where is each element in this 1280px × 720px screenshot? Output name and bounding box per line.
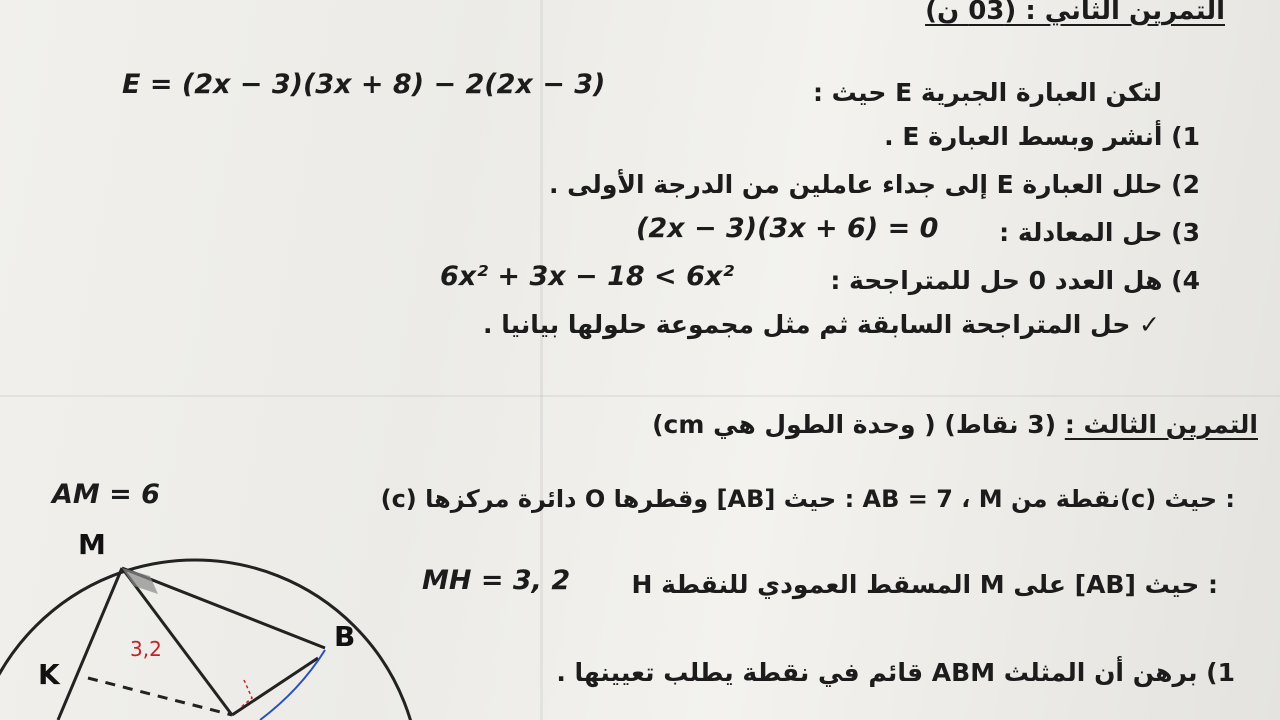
- question-4: 4) هل العدد 0 حل للمتراجحة :: [830, 266, 1200, 295]
- paper-fold: [0, 395, 1280, 397]
- question-1: 1) أنشر وبسط العبارة E .: [884, 122, 1200, 151]
- paper-fold: [540, 0, 543, 720]
- exercise-3-question-1: 1) برهن أن المثلث ABM قائم في نقطة يطلب تعيينها .: [556, 658, 1235, 687]
- label-m: M: [78, 528, 106, 561]
- segment-hb: [232, 658, 318, 715]
- question-3: 3) حل المعادلة :: [999, 218, 1200, 247]
- annotation-mh: 3,2: [130, 637, 162, 661]
- exercise-3-points-unit: (3 نقاط) ( وحدة الطول هي cm): [652, 410, 1057, 439]
- expression-e: E = (2x − 3)(3x + 8) − 2(2x − 3): [122, 69, 606, 100]
- question-4b: ✓ حل المتراجحة السابقة ثم مثل مجموعة حلولها بيانيا .: [483, 310, 1160, 339]
- exercise-3-line-1: (c) دائرة مركزها O وقطرها [AB] حيث : AB = 7 ، M نقطة من(c) حيث :: [380, 485, 1235, 513]
- label-k: K: [38, 658, 60, 691]
- am-value: AM = 6: [52, 479, 160, 510]
- exercise-3-heading-line: [652, 408, 1258, 442]
- segment-ma: [58, 568, 122, 720]
- question-2: 2) حلل العبارة E إلى جداء عاملين من الدرجة الأولى .: [548, 170, 1200, 199]
- dashed-segment-k: [88, 678, 232, 715]
- inequality-q4: 6x² + 3x − 18 < 6x²: [440, 261, 735, 292]
- exercise-3-heading: التمرين الثالث :: [1064, 410, 1258, 439]
- circle-c: [0, 560, 420, 720]
- exercise-2-heading: التمرين الثاني : (03 ن): [925, 0, 1225, 26]
- exercise-3-line-2: H المسقط العمودي للنقطة M على [AB] حيث :: [631, 570, 1218, 599]
- label-b: B: [334, 620, 356, 653]
- circle-figure: [0, 520, 420, 720]
- exercise-2-intro: لتكن العبارة الجبرية E حيث :: [812, 78, 1162, 107]
- mh-value: MH = 3, 2: [422, 565, 571, 596]
- equation-q3: (2x − 3)(3x + 6) = 0: [636, 213, 939, 244]
